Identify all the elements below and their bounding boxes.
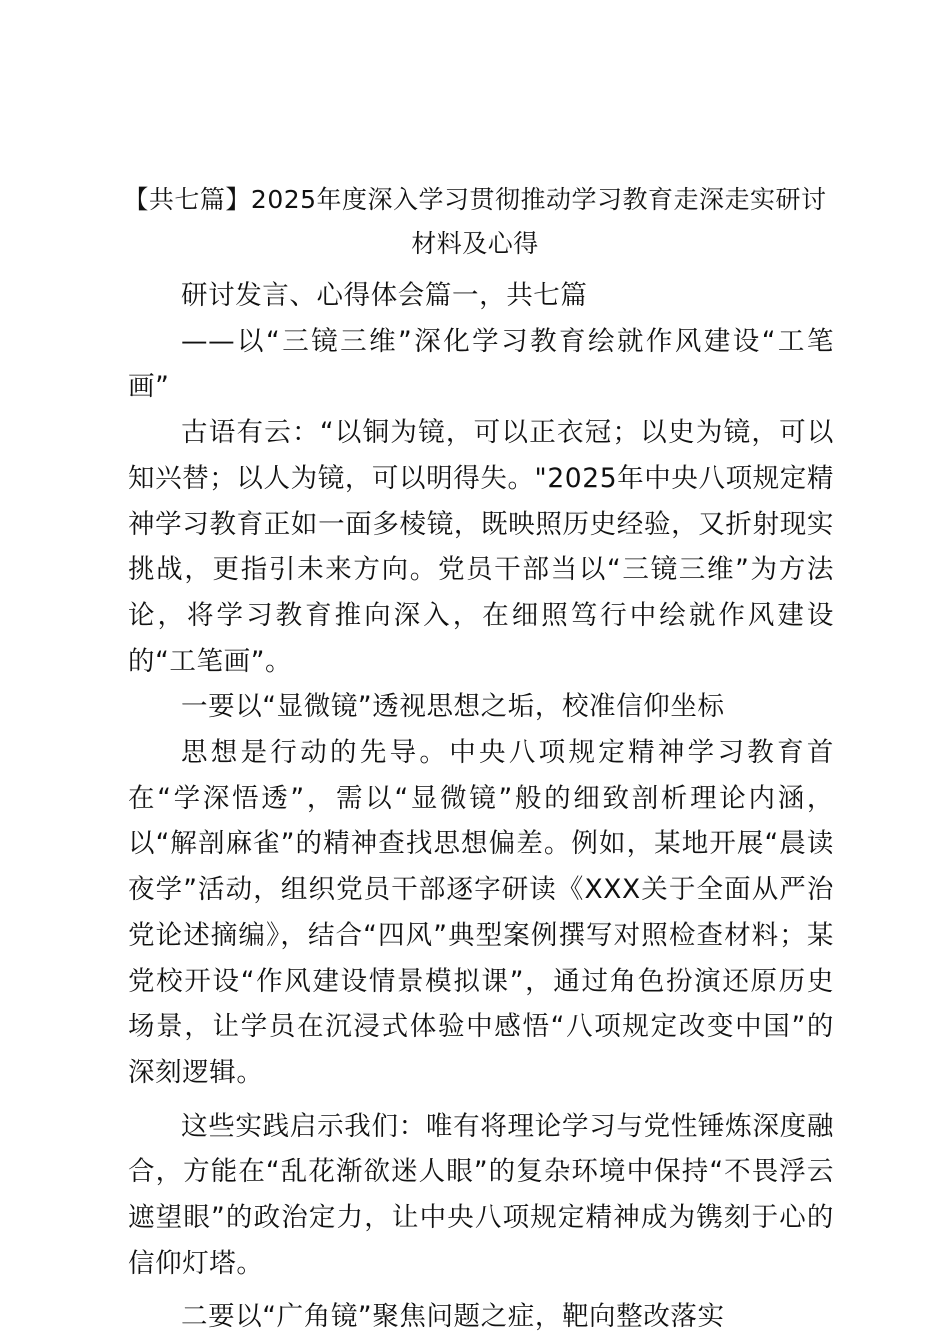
document-body [128, 273, 834, 1340]
paragraph-insight: 这些实践启示我们：唯有将理论学习与党性锤炼深度融合，方能在“乱花渐欲迷人眼”的复杂环境中保持“不畏浮云遮望眼”的政治定力，让中央八项规定精神成为镌刻于心的信仰灯塔。 [128, 1110, 835, 1279]
heading-point-two: 二要以“广角镜”聚焦问题之症，靶向整改落实 [181, 1301, 725, 1333]
paragraph-subtitle: 研讨发言、心得体会篇一，共七篇 [181, 280, 588, 311]
heading-point-one: 一要以“显微镜”透视思想之垢，校准信仰坐标 [181, 691, 725, 723]
paragraph-intro: 古语有云：“以铜为镜，可以正衣冠；以史为镜，可以知兴替；以人为镜，可以明得失。"2025年中央八项规定精神学习教育正如一面多棱镜，既映照历史经验，又折射现实挑战，更指引未来方向。党员干部当以“三镜三维”为方法论，将学习教育推向深入，在细照笃行中绘就作风建设的“工笔画”。 [128, 417, 834, 677]
paragraph-point-one: 思想是行动的先导。中央八项规定精神学习教育首在“学深悟透”，需以“显微镜”般的细致剖析理论内涵，以“解剖麻雀”的精神查找思想偏差。例如，某地开展“晨读夜学”活动，组织党员干部逐字研读《XXX关于全面从严治党论述摘编》，结合“四风”典型案例撰写对照检查材料；某党校开设“作风建设情景模拟课”，通过角色扮演还原历史场景，让学员在沉浸式体验中感悟“八项规定改变中国”的深刻逻辑。 [128, 737, 834, 1088]
paragraph-theme: ——以“三镜三维”深化学习教育绘就作风建设“工笔画” [128, 325, 834, 403]
document-title: 【共七篇】2025年度深入学习贯彻推动学习教育走深走实研讨材料及心得 [123, 185, 827, 258]
